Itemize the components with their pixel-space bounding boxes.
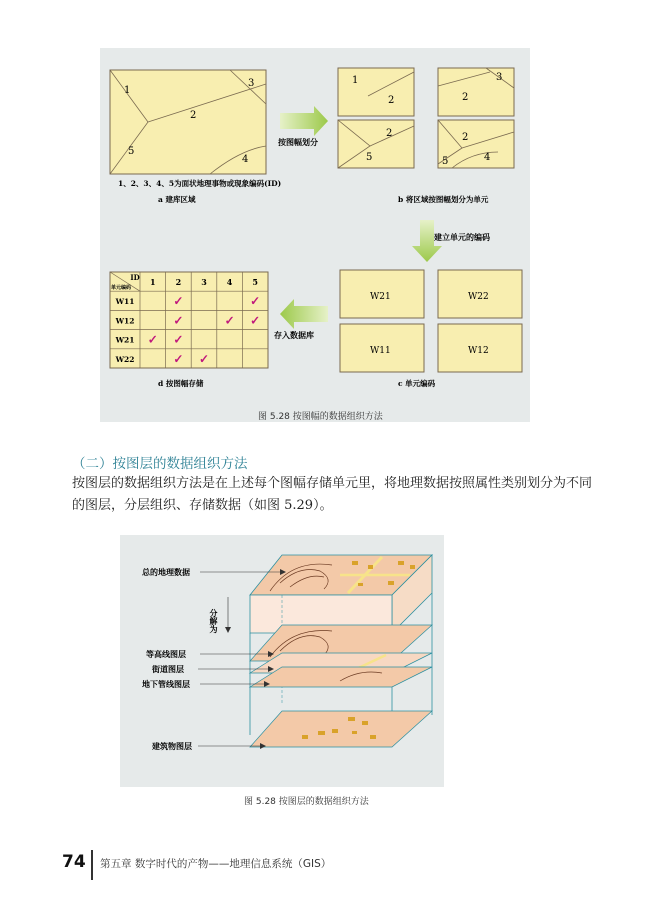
- unit-code: W12: [468, 346, 489, 356]
- table-column-header: 1: [150, 277, 156, 287]
- table-header-id: ID: [130, 273, 140, 282]
- figure-5-29-caption: 图 5.28 按图层的数据组织方法: [244, 797, 369, 807]
- tile-zone-label: 5: [366, 152, 373, 163]
- table-row-code: W11: [115, 297, 135, 307]
- check-mark: ✓: [198, 351, 210, 366]
- label-contour: 等高线图层: [146, 649, 186, 659]
- building-layer: [250, 711, 432, 747]
- zone-label: 1: [124, 85, 131, 96]
- pipeline-layer: [250, 667, 432, 687]
- total-data-cube: [250, 555, 432, 633]
- check-mark: ✓: [250, 313, 261, 328]
- tile-zone-label: 2: [386, 128, 393, 139]
- tile-zone-label: 2: [462, 132, 469, 143]
- check-mark: ✓: [173, 313, 184, 328]
- zone-label: 4: [242, 154, 249, 165]
- tile-zone-label: 5: [442, 156, 449, 167]
- tile-zone-label: 3: [496, 72, 503, 83]
- zone-label: 5: [128, 146, 135, 157]
- table-column-header: 2: [175, 277, 182, 287]
- table-column-header: 4: [226, 277, 233, 287]
- label-building: 建筑物图层: [152, 741, 192, 751]
- section-paragraph: [72, 473, 592, 517]
- label-total-data: 总的地理数据: [142, 567, 190, 577]
- arrow-label: 存入数据库: [274, 330, 314, 340]
- arrow-store-database: [274, 299, 328, 340]
- tile-zone-label: 4: [484, 152, 491, 163]
- table-header-unit: 单元编码: [110, 285, 132, 291]
- table-column-header: 3: [201, 277, 207, 287]
- zone-label: 3: [248, 78, 255, 89]
- panel-b-tiles: [338, 68, 514, 168]
- footer-chapter: 第五章 数字时代的产物——地理信息系统（GIS）: [100, 858, 332, 870]
- arrow-build-unit-codes: [412, 220, 490, 262]
- tile-zone-label: 2: [388, 95, 395, 106]
- check-mark: ✓: [173, 294, 184, 309]
- label-split: 分解为: [209, 609, 219, 633]
- panel-a-database-region: [110, 70, 266, 174]
- panel-d-storage-table: [110, 272, 268, 368]
- panel-c-label: c 单元编码: [398, 379, 436, 388]
- panel-a-note: 1、2、3、4、5为面状地理事物或现象编码(ID): [118, 179, 282, 188]
- footer-divider: [91, 850, 93, 880]
- unit-code: W21: [370, 292, 391, 302]
- arrow-label: 按图幅划分: [278, 137, 318, 147]
- label-pipeline: 地下管线图层: [142, 679, 190, 689]
- check-mark: ✓: [224, 313, 235, 328]
- table-row-code: W22: [115, 354, 135, 364]
- panel-c-unit-codes: [340, 270, 522, 372]
- panel-b-label: b 将区域按图幅划分为单元: [398, 195, 489, 204]
- page-number: 74: [62, 852, 86, 872]
- figure-5-28: [100, 48, 530, 422]
- check-mark: ✓: [173, 351, 184, 366]
- figure-5-29: [120, 535, 444, 787]
- check-mark: ✓: [250, 294, 261, 309]
- tile-zone-label: 1: [352, 75, 359, 86]
- figure-5-28-caption: 图 5.28 按图幅的数据组织方法: [258, 412, 383, 422]
- check-mark: ✓: [173, 332, 184, 347]
- arrow-label: 建立单元的编码: [434, 232, 490, 242]
- check-mark: ✓: [147, 332, 158, 347]
- zone-label: 2: [190, 110, 197, 121]
- panel-d-label: d 按图幅存储: [158, 379, 204, 388]
- label-street: 街道图层: [152, 664, 184, 674]
- arrow-split-by-sheet: [278, 106, 328, 147]
- paragraph-text: 按图层的数据组织方法是在上述每个图幅存储单元里，将地理数据按照属性类别划分为不同的图层，分层组织、存储数据（如图 5.29）。: [72, 476, 593, 513]
- table-column-header: 5: [252, 277, 258, 287]
- unit-code: W22: [468, 292, 489, 302]
- table-row-code: W12: [115, 316, 135, 326]
- section-heading: （二）按图层的数据组织方法: [72, 456, 248, 472]
- table-row-code: W21: [115, 335, 135, 345]
- tile-zone-label: 2: [462, 92, 469, 103]
- panel-a-label: a 建库区域: [158, 195, 196, 204]
- unit-code: W11: [370, 346, 391, 356]
